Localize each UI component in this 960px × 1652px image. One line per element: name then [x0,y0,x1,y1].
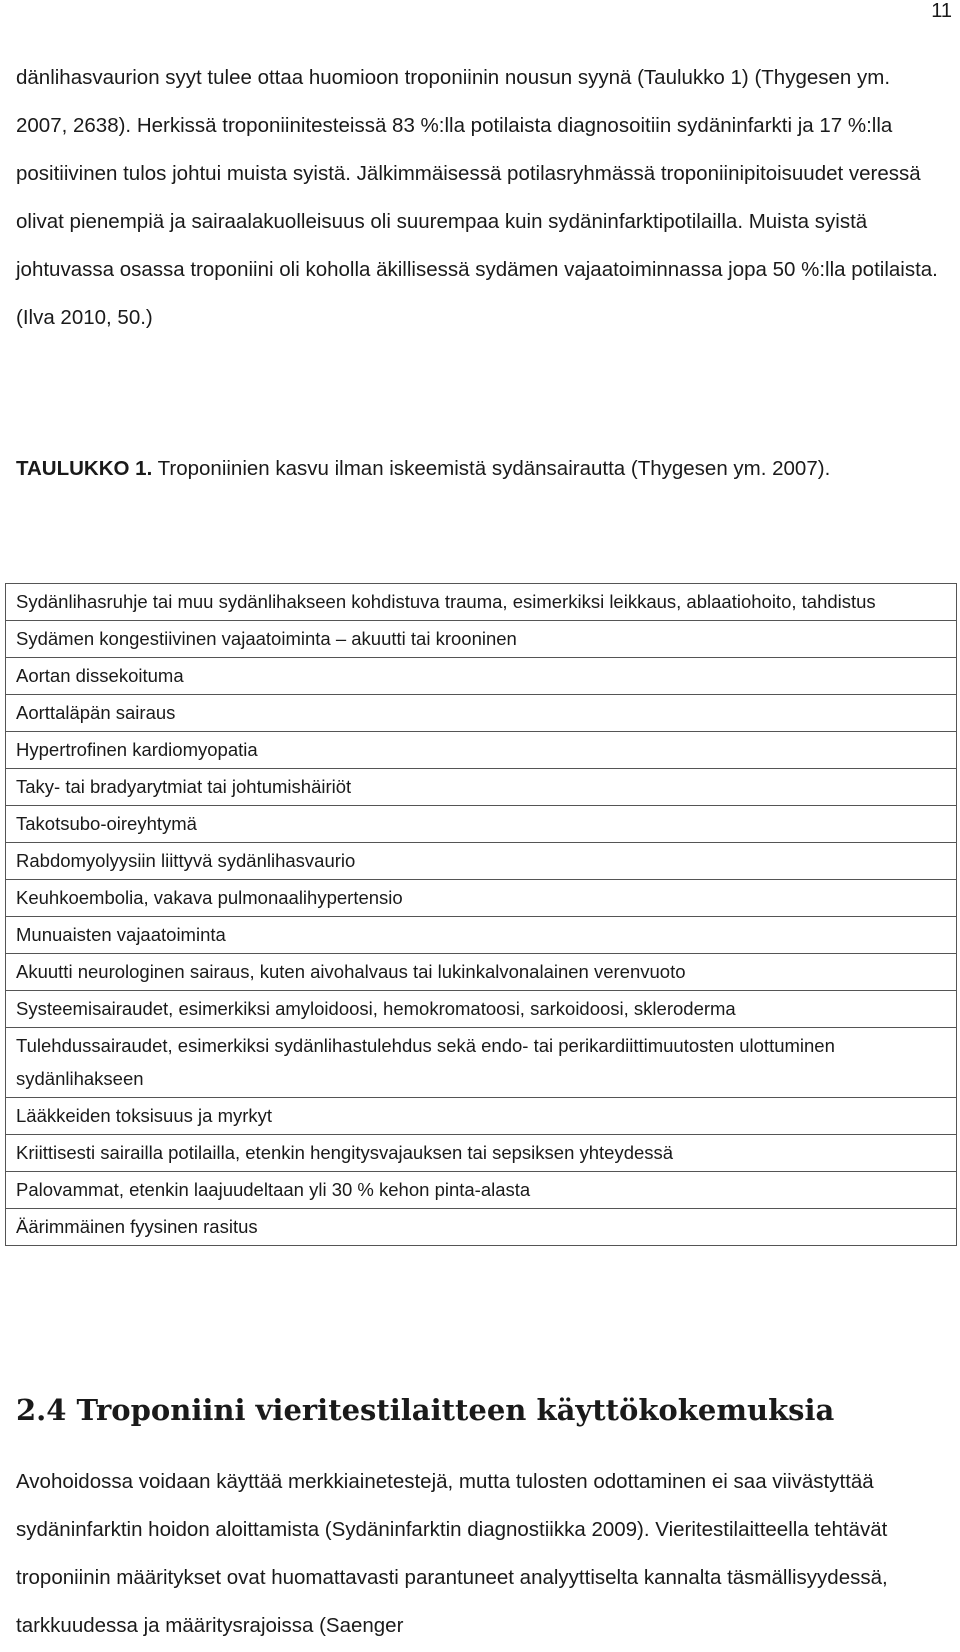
section-paragraph: Avohoidossa voidaan käyttää merkkiainetestejä, mutta tulosten odottaminen ei saa viivästyttää sydäninfarktin hoidon aloittamista (Sydäninfarktin diagnostiikka 2009). Vieritestilaitteella tehtävät troponiinin määritykset ovat huomattavasti parantuneet analyyttiselta kannalta täsmällisyydessä, tarkkuudessa ja määritysrajoissa (Saenger [16,1470,888,1637]
table-caption-label: TAULUKKO 1. [16,457,153,480]
table-caption-text: Troponiinien kasvu ilman iskeemistä sydänsairautta (Thygesen ym. 2007). [152,457,831,480]
table-row: Munuaisten vajaatoiminta [6,917,956,954]
table-row: Systeemisairaudet, esimerkiksi amyloidoosi, hemokromatoosi, sarkoidoosi, skleroderma [6,991,956,1028]
table-row: Akuutti neurologinen sairaus, kuten aivohalvaus tai lukinkalvonalainen verenvuoto [6,954,956,991]
causes-table [5,583,957,1246]
table-row: Lääkkeiden toksisuus ja myrkyt [6,1098,956,1135]
table-row: Takotsubo-oireyhtymä [6,806,956,843]
intro-paragraph: dänlihasvaurion syyt tulee ottaa huomioon troponiinin nousun syynä (Taulukko 1) (Thygesen ym. 2007, 2638). Herkissä troponiinitesteissä 83 %:lla potilaista diagnosoitiin sydäninfarkti ja 17 %:lla positiivinen tulos johtui muista syistä. Jälkimmäisessä potilasryhmässä troponiinipitoisuudet veressä olivat pienempiä ja sairaalakuolleisuus oli suurempaa kuin sydäninfarktipotilailla. Muista syistä johtuvassa osassa troponiini oli koholla äkillisessä sydämen vajaatoiminnassa jopa 50 %:lla potilaista. (Ilva 2010, 50.) [16,66,938,329]
table-row: Aorttaläpän sairaus [6,695,956,732]
table-row: Kriittisesti sairailla potilailla, etenkin hengitysvajauksen tai sepsiksen yhteydessä [6,1135,956,1172]
section-heading: 2.4 Troponiini vieritestilaitteen käyttökokemuksia [16,1393,835,1427]
table-row: Palovammat, etenkin laajuudeltaan yli 30 % kehon pinta-alasta [6,1172,956,1209]
table-row: Taky- tai bradyarytmiat tai johtumishäiriöt [6,769,956,806]
table-row: Aortan dissekoituma [6,658,956,695]
table-row: Äärimmäinen fyysinen rasitus [16,1216,258,1237]
table-row: Tulehdussairaudet, esimerkiksi sydänlihastulehdus sekä endo- tai perikardiittimuutosten ulottuminen sydänlihakseen [6,1028,956,1098]
table-row: Rabdomyolyysiin liittyvä sydänlihasvaurio [6,843,956,880]
table-row: Sydämen kongestiivinen vajaatoiminta – akuutti tai krooninen [6,621,956,658]
table-row: Hypertrofinen kardiomyopatia [6,732,956,769]
table-row: Sydänlihasruhje tai muu sydänlihakseen kohdistuva trauma, esimerkiksi leikkaus, ablaatiohoito, tahdistus [6,584,956,621]
table-row: Keuhkoembolia, vakava pulmonaalihypertensio [6,880,956,917]
page-number: 11 [931,0,952,22]
table-caption [16,452,946,486]
